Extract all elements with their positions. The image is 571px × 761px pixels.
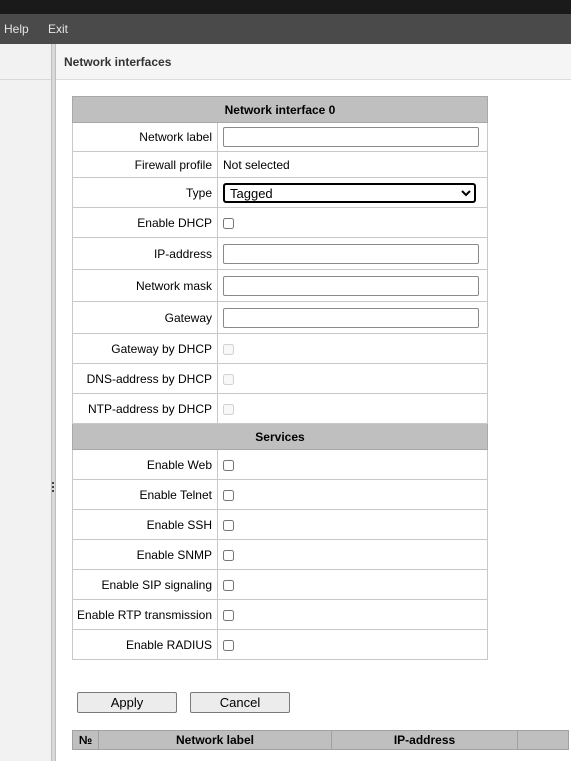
ntp-by-dhcp-checkbox[interactable]	[223, 404, 234, 415]
column-ip-address[interactable]: IP-address	[332, 731, 518, 750]
enable-rtp-label: Enable RTP transmission	[73, 600, 218, 630]
gateway-input[interactable]	[223, 308, 479, 328]
network-mask-label: Network mask	[73, 270, 218, 302]
dns-by-dhcp-checkbox[interactable]	[223, 374, 234, 385]
enable-telnet-checkbox[interactable]	[223, 490, 234, 501]
enable-radius-checkbox[interactable]	[223, 640, 234, 651]
enable-radius-label: Enable RADIUS	[73, 630, 218, 660]
main-content	[56, 44, 571, 761]
apply-button[interactable]: Apply	[77, 692, 177, 713]
content-header	[56, 44, 571, 80]
sidebar	[0, 44, 51, 761]
gateway-by-dhcp-label: Gateway by DHCP	[73, 334, 218, 364]
network-label-input[interactable]	[223, 127, 479, 147]
interfaces-list-table	[72, 730, 569, 750]
enable-ssh-checkbox[interactable]	[223, 520, 234, 531]
enable-rtp-checkbox[interactable]	[223, 610, 234, 621]
network-mask-input[interactable]	[223, 276, 479, 296]
enable-snmp-checkbox[interactable]	[223, 550, 234, 561]
firewall-profile-value: Not selected	[218, 152, 488, 178]
type-label: Type	[73, 178, 218, 208]
menu-exit[interactable]: Exit	[48, 22, 69, 36]
menu-bar	[0, 14, 571, 44]
column-number[interactable]: №	[73, 731, 99, 750]
enable-dhcp-checkbox[interactable]	[223, 218, 234, 229]
enable-ssh-label: Enable SSH	[73, 510, 218, 540]
window-top-strip	[0, 0, 571, 14]
column-network-label[interactable]: Network label	[99, 731, 332, 750]
enable-sip-label: Enable SIP signaling	[73, 570, 218, 600]
enable-web-checkbox[interactable]	[223, 460, 234, 471]
enable-web-label: Enable Web	[73, 450, 218, 480]
services-section-title: Services	[73, 424, 488, 450]
firewall-profile-label: Firewall profile	[73, 152, 218, 178]
network-interface-form	[72, 96, 488, 660]
enable-sip-checkbox[interactable]	[223, 580, 234, 591]
menu-help[interactable]: Help	[4, 22, 29, 36]
gateway-by-dhcp-checkbox[interactable]	[223, 344, 234, 355]
form-section-title: Network interface 0	[73, 97, 488, 123]
ip-address-input[interactable]	[223, 244, 479, 264]
gateway-label: Gateway	[73, 302, 218, 334]
type-select[interactable]	[223, 183, 476, 203]
enable-snmp-label: Enable SNMP	[73, 540, 218, 570]
ntp-by-dhcp-label: NTP-address by DHCP	[73, 394, 218, 424]
cancel-button[interactable]: Cancel	[190, 692, 290, 713]
ip-address-label: IP-address	[73, 238, 218, 270]
dns-by-dhcp-label: DNS-address by DHCP	[73, 364, 218, 394]
network-label-label: Network label	[73, 123, 218, 152]
grip-dots-icon	[52, 481, 55, 495]
sidebar-header	[0, 44, 51, 80]
column-extra[interactable]	[518, 731, 569, 750]
enable-dhcp-label: Enable DHCP	[73, 208, 218, 238]
enable-telnet-label: Enable Telnet	[73, 480, 218, 510]
page-title: Network interfaces	[64, 55, 172, 69]
